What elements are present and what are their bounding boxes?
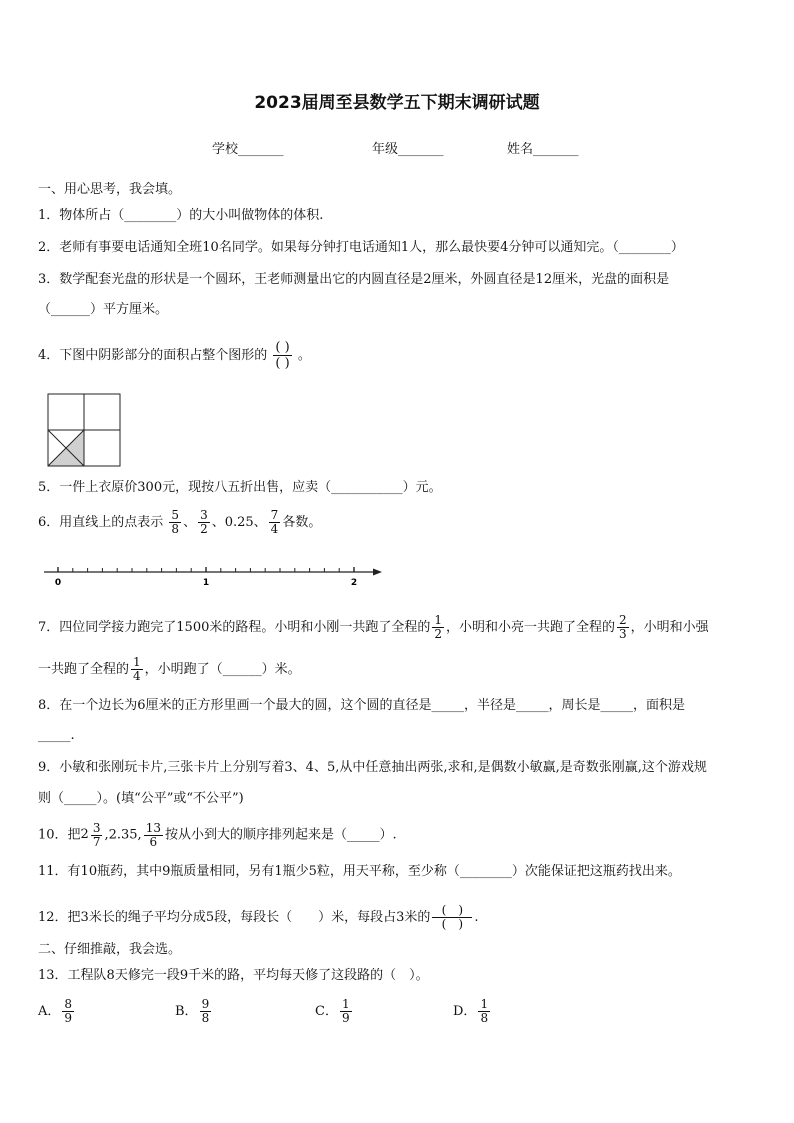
option-label: D． [453,1004,477,1019]
question-1: 1．物体所占（________）的大小叫做物体的体积. [38,208,324,223]
fraction-numerator: 3 [200,508,208,522]
question-9-line-1: 9．小敏和张刚玩卡片,三张卡片上分别写着3、4、5,从中任意抽出两张,求和,是偶数小敏赢,是奇数张刚赢,这个游戏规 [38,760,707,775]
fraction-denominator: 2 [434,627,442,641]
fraction-denominator: 2 [200,522,208,536]
blank-fraction[interactable] [432,904,472,931]
fraction-numerator: ( ) [441,903,464,917]
fraction [131,656,143,683]
blank-fraction[interactable] [273,340,291,371]
grid-figure [47,393,123,467]
question-8-line-2: _____. [38,728,75,743]
number-line [40,560,385,592]
fraction-numerator: 2 [619,613,627,627]
question-7-text: 一共跑了全程的 [38,662,130,677]
option-d[interactable] [453,992,492,1032]
fraction-numerator: 3 [92,820,101,835]
question-10 [38,815,397,855]
fraction [198,509,210,536]
fraction [144,822,163,849]
option-label: B． [175,1004,198,1019]
fraction-denominator: 9 [64,1011,73,1025]
option-b[interactable] [175,992,213,1032]
question-6-end: 各数。 [282,515,322,530]
option-label: A． [38,1004,61,1019]
question-4-end: 。 [297,348,311,363]
question-10-text: 10．把 [38,827,81,843]
question-4-text: 4．下图中阴影部分的面积占整个图形的 [38,348,268,363]
fraction-numerator: 1 [341,997,350,1011]
question-7-line-1 [38,608,709,648]
fraction-denominator: 6 [149,834,158,849]
fraction-numerator: 1 [133,655,141,669]
question-2: 2．老师有事要电话通知全班10名同学。如果每分钟打电话通知1人，那么最快要4分钟可以通知完。（________） [38,240,684,255]
fraction [617,614,629,641]
fraction-numerator: ( ) [275,340,290,355]
fraction-denominator: 4 [133,669,141,683]
fraction-numerator: 1 [434,613,442,627]
number-line-label: 1 [202,578,210,588]
number-line-label: 2 [350,578,358,588]
question-6-text: 6．用直线上的点表示 [38,515,164,530]
fraction [478,998,490,1025]
question-4 [38,338,311,374]
question-7-text: ，小明跑了（______）米。 [144,662,301,677]
question-8-line-1: 8．在一个边长为6厘米的正方形里画一个最大的圆，这个圆的直径是_____，半径是_____，周长是_____，面积是 [38,698,686,713]
separator: 、0.25、 [211,515,267,530]
option-label: C． [315,1004,338,1019]
question-12-text: 12．把3米长的绳子平均分成5段，每段长（ ）米，每段占3米的 [38,910,431,925]
fraction-numerator: 7 [270,508,279,522]
fraction-denominator: ( ) [441,917,464,931]
fraction-denominator: 3 [619,627,627,641]
fraction [269,509,281,536]
fraction-denominator: 8 [171,522,180,536]
fraction [62,998,74,1025]
option-c[interactable] [315,992,354,1032]
question-9-line-2: 则（_____）。(填“公平”或“不公平”) [38,791,244,806]
fraction-numerator: 5 [171,508,180,522]
question-3-line-1: 3．数学配套光盘的形状是一个圆环，王老师测量出它的内圆直径是2厘米，外圆直径是12厘米，光盘的面积是 [38,272,670,287]
number-line-arrow [373,569,382,576]
fraction-numerator: 13 [145,820,161,835]
question-6 [38,505,321,541]
question-7-text: 7．四位同学接力跑完了1500米的路程。小明和小刚一共跑了全程的 [38,620,431,635]
fraction-denominator: 4 [270,522,279,536]
separator: 、 [183,515,197,530]
page-title: 2023届周至县数学五下期末调研试题 [254,93,540,113]
fraction-denominator: 9 [341,1011,350,1025]
question-10-text: 按从小到大的顺序排列起来是（_____）. [164,827,397,843]
fraction-numerator: 8 [64,997,73,1011]
question-3-line-2: （______）平方厘米。 [38,302,169,317]
question-5: 5．一件上衣原价300元，现按八五折出售，应卖（___________）元。 [38,480,442,495]
question-11: 11．有10瓶药，其中9瓶质量相同，另有1瓶少5粒，用天平称，至少称（________）次能保证把这瓶药找出来。 [38,864,681,879]
name-field[interactable]: 姓名_______ [507,142,579,157]
fraction [200,998,212,1025]
mixed-number [81,815,105,855]
fraction-denominator: ( ) [275,356,290,371]
section-heading-choice: 二、仔细推敲，我会选。 [38,942,182,957]
question-12-end: . [474,910,479,925]
number-line-label: 0 [54,578,62,588]
fraction [91,822,103,849]
question-7-text: ，小明和小亮一共跑了全程的 [446,620,616,635]
fraction-numerator: 9 [201,997,210,1011]
fraction-numerator: 1 [480,997,489,1011]
option-a[interactable] [38,992,76,1032]
fraction-denominator: 7 [92,834,101,849]
grade-field[interactable]: 年级_______ [372,142,444,157]
question-7-line-2 [38,650,301,690]
question-7-text: ，小明和小强 [630,620,709,635]
question-12 [38,898,479,938]
fraction-denominator: 8 [201,1011,210,1025]
question-13: 13．工程队8天修完一段9千米的路，平均每天修了这段路的（ ）。 [38,968,429,983]
fraction [169,509,181,536]
fraction [432,614,444,641]
section-heading-fill: 一、用心思考，我会填。 [38,182,182,197]
question-10-text: ,2.35, [104,827,142,843]
mixed-number-whole: 2 [80,827,89,842]
school-field[interactable]: 学校_______ [212,142,284,157]
fraction [340,998,352,1025]
fraction-denominator: 8 [480,1011,489,1025]
